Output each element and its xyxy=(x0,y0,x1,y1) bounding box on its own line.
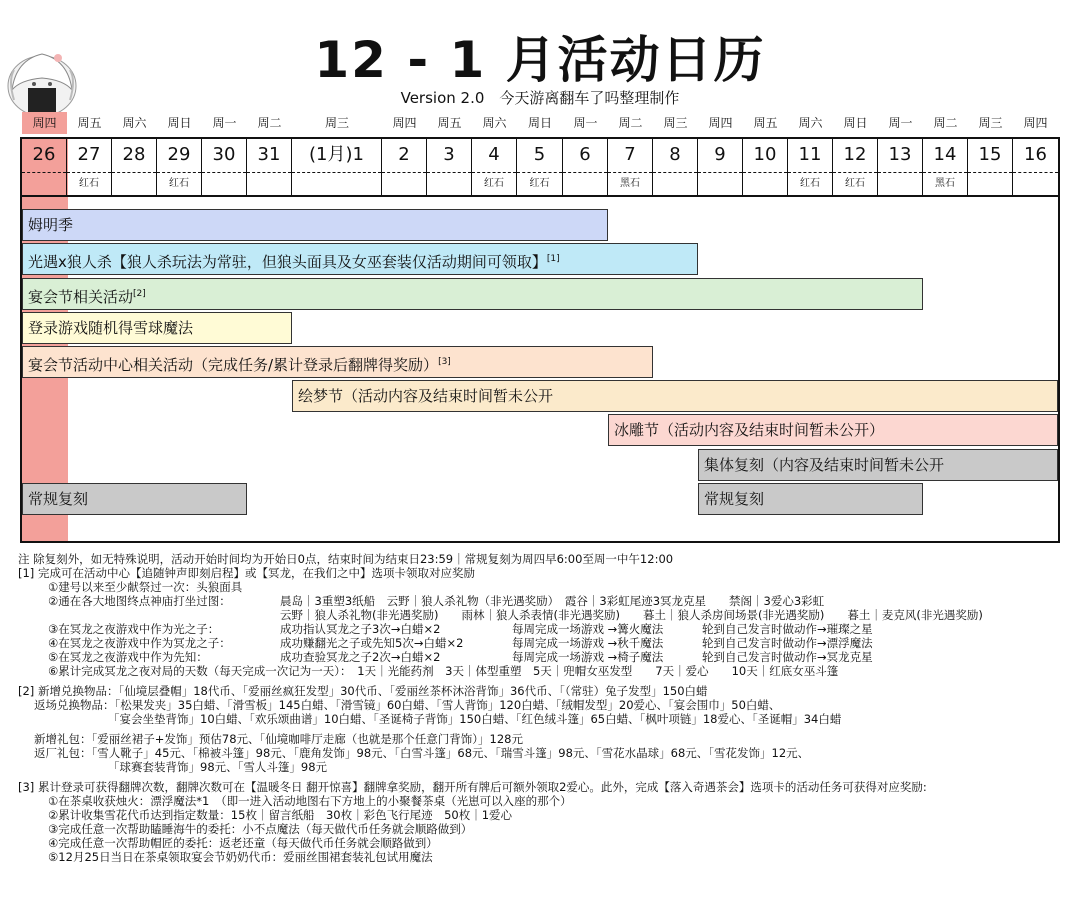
date-cell xyxy=(653,139,698,195)
note-3-item: ②累计收集雪花代币达到指定数量：15枚｜留言纸船 30枚｜彩色飞行尾迹 50枚｜1爱心 xyxy=(48,808,513,822)
weekday-row xyxy=(20,112,1060,134)
date-number: 5 xyxy=(533,144,546,165)
date-number: 7 xyxy=(624,144,636,165)
date-currency-note: 红石 xyxy=(845,178,865,189)
note-1-item xyxy=(18,594,1068,608)
weekday-label: 周三 xyxy=(978,116,1003,130)
date-number: 26 xyxy=(32,144,56,165)
weekday-label: 周日 xyxy=(527,116,552,130)
date-cell xyxy=(878,139,923,195)
event-bar xyxy=(22,483,247,515)
date-cell xyxy=(247,139,292,195)
date-currency-note: 黑石 xyxy=(935,178,955,189)
date-number: 3 xyxy=(443,144,455,165)
event-bar xyxy=(292,380,1058,412)
date-cell xyxy=(608,139,653,195)
date-cell xyxy=(833,139,878,195)
note-1-item: ⑥累计完成冥龙之夜对局的天数（每天完成一次记为一天）： 1天｜光能药剂 3天｜体型重塑 5天｜兜帽女巫发型 7天｜爱心 10天｜红底女巫斗篷 xyxy=(48,664,839,678)
date-cell xyxy=(923,139,968,195)
note-3-item: ④完成任意一次帮助帽匠的委托：返老还童（每天做代币任务就会顺路做到） xyxy=(48,836,438,850)
note-1-item: ⑤在冥龙之夜游戏中作为先知： 成功查验冥龙之子2次→白蜡×2 每周完成一场游戏 →椅子魔法 轮到自己发言时做动作→冥龙克星 xyxy=(48,650,873,664)
date-cell xyxy=(67,139,112,195)
date-number: 27 xyxy=(77,144,101,165)
date-number: 14 xyxy=(933,144,957,165)
date-number: 13 xyxy=(888,144,912,165)
note-3-item: ⑤12月25日当日在茶桌领取宴会节奶奶代币：爱丽丝围裙套装礼包试用魔法 xyxy=(48,850,433,864)
date-number: 4 xyxy=(488,144,500,165)
page-title: 12 - 1 月活动日历 xyxy=(314,31,766,89)
note-3-item: ③完成任意一次帮助瞌睡海牛的委托：小不点魔法（每天做代币任务就会顺路做到） xyxy=(48,822,473,836)
date-strip xyxy=(22,139,1058,197)
date-cell xyxy=(202,139,247,195)
event-footnote-ref: [2] xyxy=(133,289,146,299)
weekday-label: 周四 xyxy=(1023,116,1048,130)
weekday-label: 周日 xyxy=(843,116,868,130)
date-currency-note: 红石 xyxy=(484,178,504,189)
date-number: 30 xyxy=(212,144,236,165)
weekday-label: 周五 xyxy=(77,116,102,130)
note-2-returning-packs-cont: 「球赛套装背饰」98元、「雪人斗篷」98元 xyxy=(108,760,328,774)
note-2-new-items: [2] 新增兑换物品：「仙境层叠帽」18代币、「爱丽丝疯狂发型」30代币、「爱丽丝茶杯沐浴背饰」36代币、「（常驻）兔子发型」150白蜡 xyxy=(18,684,708,698)
date-divider xyxy=(788,172,832,173)
weekday-label: 周四 xyxy=(22,112,67,134)
date-divider xyxy=(923,172,967,173)
date-cell xyxy=(382,139,427,195)
date-divider xyxy=(427,172,471,173)
weekday-label: 周四 xyxy=(708,116,733,130)
date-divider xyxy=(743,172,787,173)
date-number: 2 xyxy=(398,144,410,165)
event-label: 绘梦节（活动内容及结束时间暂未公开 xyxy=(298,387,554,405)
date-cell xyxy=(292,139,382,195)
event-bar xyxy=(22,312,292,344)
date-currency-note: 红石 xyxy=(79,178,99,189)
date-divider xyxy=(563,172,607,173)
date-number: 29 xyxy=(167,144,191,165)
date-divider xyxy=(382,172,426,173)
event-label: 姆明季 xyxy=(28,216,74,234)
note-1-item-detail-2: 云野｜狼人杀礼物(非光遇奖励) 雨林｜狼人杀表情(非光遇奖励) 暮土｜狼人杀房间场景(非光遇奖励) 暮土｜麦克风(非光遇奖励) xyxy=(280,608,983,622)
date-cell xyxy=(698,139,743,195)
note-1-item-label: ②通在各大地图终点神庙打坐过图： xyxy=(48,594,231,608)
date-number: 10 xyxy=(753,144,777,165)
event-bar xyxy=(608,414,1058,446)
date-cell xyxy=(472,139,517,195)
date-number: 31 xyxy=(257,144,281,165)
date-currency-note: 红石 xyxy=(169,178,189,189)
date-number: 15 xyxy=(978,144,1002,165)
date-cell xyxy=(517,139,563,195)
event-bar xyxy=(698,449,1058,481)
event-bar xyxy=(698,483,923,515)
date-divider xyxy=(292,172,381,173)
date-currency-note: 红石 xyxy=(529,178,550,189)
note-2-returning-packs: 返厂礼包：「雪人靴子」45元、「棉被斗篷」98元、「鹿角发饰」98元、「白雪斗篷」68元、「瑞雪斗篷」98元、「雪花水晶球」68元、「雪花发饰」12元、 xyxy=(34,746,810,760)
date-cell xyxy=(563,139,608,195)
event-footnote-ref: [3] xyxy=(438,357,451,367)
weekday-label: 周一 xyxy=(573,116,598,130)
event-footnote-ref: [1] xyxy=(546,254,560,264)
notes-section xyxy=(18,552,1068,864)
note-2-returning-items-cont: 「宴会坐垫背饰」10白蜡、「欢乐颂曲谱」10白蜡、「圣诞椅子背饰」150白蜡、「红色绒斗篷」65白蜡、「枫叶项链」18爱心、「圣诞帽」34白蜡 xyxy=(108,712,842,726)
weekday-label: 周六 xyxy=(122,116,147,130)
event-label: 常规复刻 xyxy=(28,490,89,508)
event-bar xyxy=(22,243,698,275)
page-subtitle: Version 2.0 今天游离翻车了吗整理制作 xyxy=(400,89,680,107)
note-3-item: ①在茶桌收获烛火：漂浮魔法*1 （即一进入活动地图右下方地上的小聚餐茶桌（光崽可以入座的那个） xyxy=(48,794,572,808)
date-cell xyxy=(157,139,202,195)
date-divider xyxy=(202,172,246,173)
event-label: 宴会节相关活动 xyxy=(28,288,134,306)
event-label: 光遇x狼人杀【狼人杀玩法为常驻，但狼头面具及女巫套装仅活动期间可领取】 xyxy=(28,253,547,271)
event-label: 宴会节活动中心相关活动（完成任务/累计登录后翻牌得奖励） xyxy=(28,356,439,374)
date-cell xyxy=(1013,139,1058,195)
date-cell xyxy=(22,139,67,195)
event-bar xyxy=(22,209,608,241)
event-label: 集体复刻（内容及结束时间暂未公开 xyxy=(704,456,945,474)
date-divider xyxy=(517,172,562,173)
date-number: (1月)1 xyxy=(309,144,364,165)
mascot-avatar xyxy=(4,40,80,118)
date-number: 28 xyxy=(122,144,146,165)
date-cell xyxy=(788,139,833,195)
date-divider xyxy=(112,172,156,173)
event-bar xyxy=(22,278,923,310)
date-divider xyxy=(22,172,66,173)
event-bar xyxy=(22,346,653,378)
date-divider xyxy=(472,172,516,173)
note-general: 注 除复刻外，如无特殊说明，活动开始时间均为开始日0点，结束时间为结束日23:59｜常规复刻为周四早6:00至周一中午12:00 xyxy=(18,552,674,566)
note-1-item: ③在冥龙之夜游戏中作为光之子： 成功指认冥龙之子3次→白蜡×2 每周完成一场游戏 →篝火魔法 轮到自己发言时做动作→璀璨之星 xyxy=(48,622,873,636)
note-2-returning-items: 返场兑换物品：「松果发夹」35白蜡、「滑雪板」145白蜡、「滑雪镜」60白蜡、「雪人背饰」120白蜡、「绒帽发型」20爱心、「宴会围巾」50白蜡、 xyxy=(34,698,781,712)
weekday-label: 周三 xyxy=(324,116,349,130)
date-divider xyxy=(698,172,742,173)
date-divider xyxy=(67,172,111,173)
event-label: 冰雕节（活动内容及结束时间暂未公开） xyxy=(614,421,885,439)
weekday-label: 周二 xyxy=(257,116,282,130)
date-divider xyxy=(968,172,1012,173)
date-number: 6 xyxy=(579,144,591,165)
note-1-item: ④在冥龙之夜游戏中作为冥龙之子： 成功赚翻光之子或先知5次→白蜡×2 每周完成一场游戏 →秋千魔法 轮到自己发言时做动作→漂浮魔法 xyxy=(48,636,873,650)
event-label: 常规复刻 xyxy=(704,490,765,508)
date-divider xyxy=(1013,172,1058,173)
event-label: 登录游戏随机得雪球魔法 xyxy=(28,319,194,337)
weekday-label: 周五 xyxy=(437,116,462,130)
weekday-label: 周二 xyxy=(933,116,958,130)
date-currency-note: 红石 xyxy=(800,178,820,189)
note-3-title: [3] 累计登录可获得翻牌次数，翻牌次数可在【温暖冬日 翻开惊喜】翻牌拿奖励，翻开所有牌后可额外领取2爱心。此外，完成【落入奇遇茶会】选项卡的活动任务可获得对应奖励: xyxy=(18,780,927,794)
weekday-label: 周三 xyxy=(663,116,688,130)
note-1-title: [1] 完成可在活动中心【追随钟声即刻启程】或【冥龙，在我们之中】选项卡领取对应奖励 xyxy=(18,566,475,580)
event-calendar xyxy=(20,137,1060,543)
date-divider xyxy=(833,172,877,173)
weekday-label: 周五 xyxy=(753,116,778,130)
weekday-label: 周二 xyxy=(618,116,643,130)
weekday-label: 周四 xyxy=(392,116,417,130)
date-cell xyxy=(427,139,472,195)
note-1-item-detail: 晨岛｜3重塑3纸船 云野｜狼人杀礼物（非光遇奖励） 霞谷｜3彩虹尾迹3冥龙克星 禁阁｜3爱心3彩虹 xyxy=(280,594,825,608)
note-2-new-packs: 新增礼包：「爱丽丝裙子+发饰」预估78元、「仙境咖啡厅走廊（也就是那个任意门背饰）」128元 xyxy=(34,732,523,746)
date-number: 12 xyxy=(843,144,867,165)
weekday-label: 周日 xyxy=(167,116,192,130)
weekday-label: 周六 xyxy=(798,116,823,130)
date-divider xyxy=(653,172,697,173)
date-number: 16 xyxy=(1024,144,1047,165)
date-cell xyxy=(743,139,788,195)
date-divider xyxy=(157,172,201,173)
date-number: 11 xyxy=(798,144,822,165)
note-1-item: ①建号以来至少献祭过一次：头狼面具 xyxy=(48,580,243,594)
date-divider xyxy=(247,172,291,173)
date-number: 9 xyxy=(714,144,726,165)
weekday-label: 周六 xyxy=(482,116,507,130)
date-cell xyxy=(112,139,157,195)
weekday-label: 周一 xyxy=(888,116,913,130)
date-divider xyxy=(878,172,922,173)
date-number: 8 xyxy=(669,144,681,165)
date-currency-note: 黑石 xyxy=(620,178,640,189)
date-cell xyxy=(968,139,1013,195)
date-divider xyxy=(608,172,652,173)
weekday-label: 周一 xyxy=(212,116,237,130)
